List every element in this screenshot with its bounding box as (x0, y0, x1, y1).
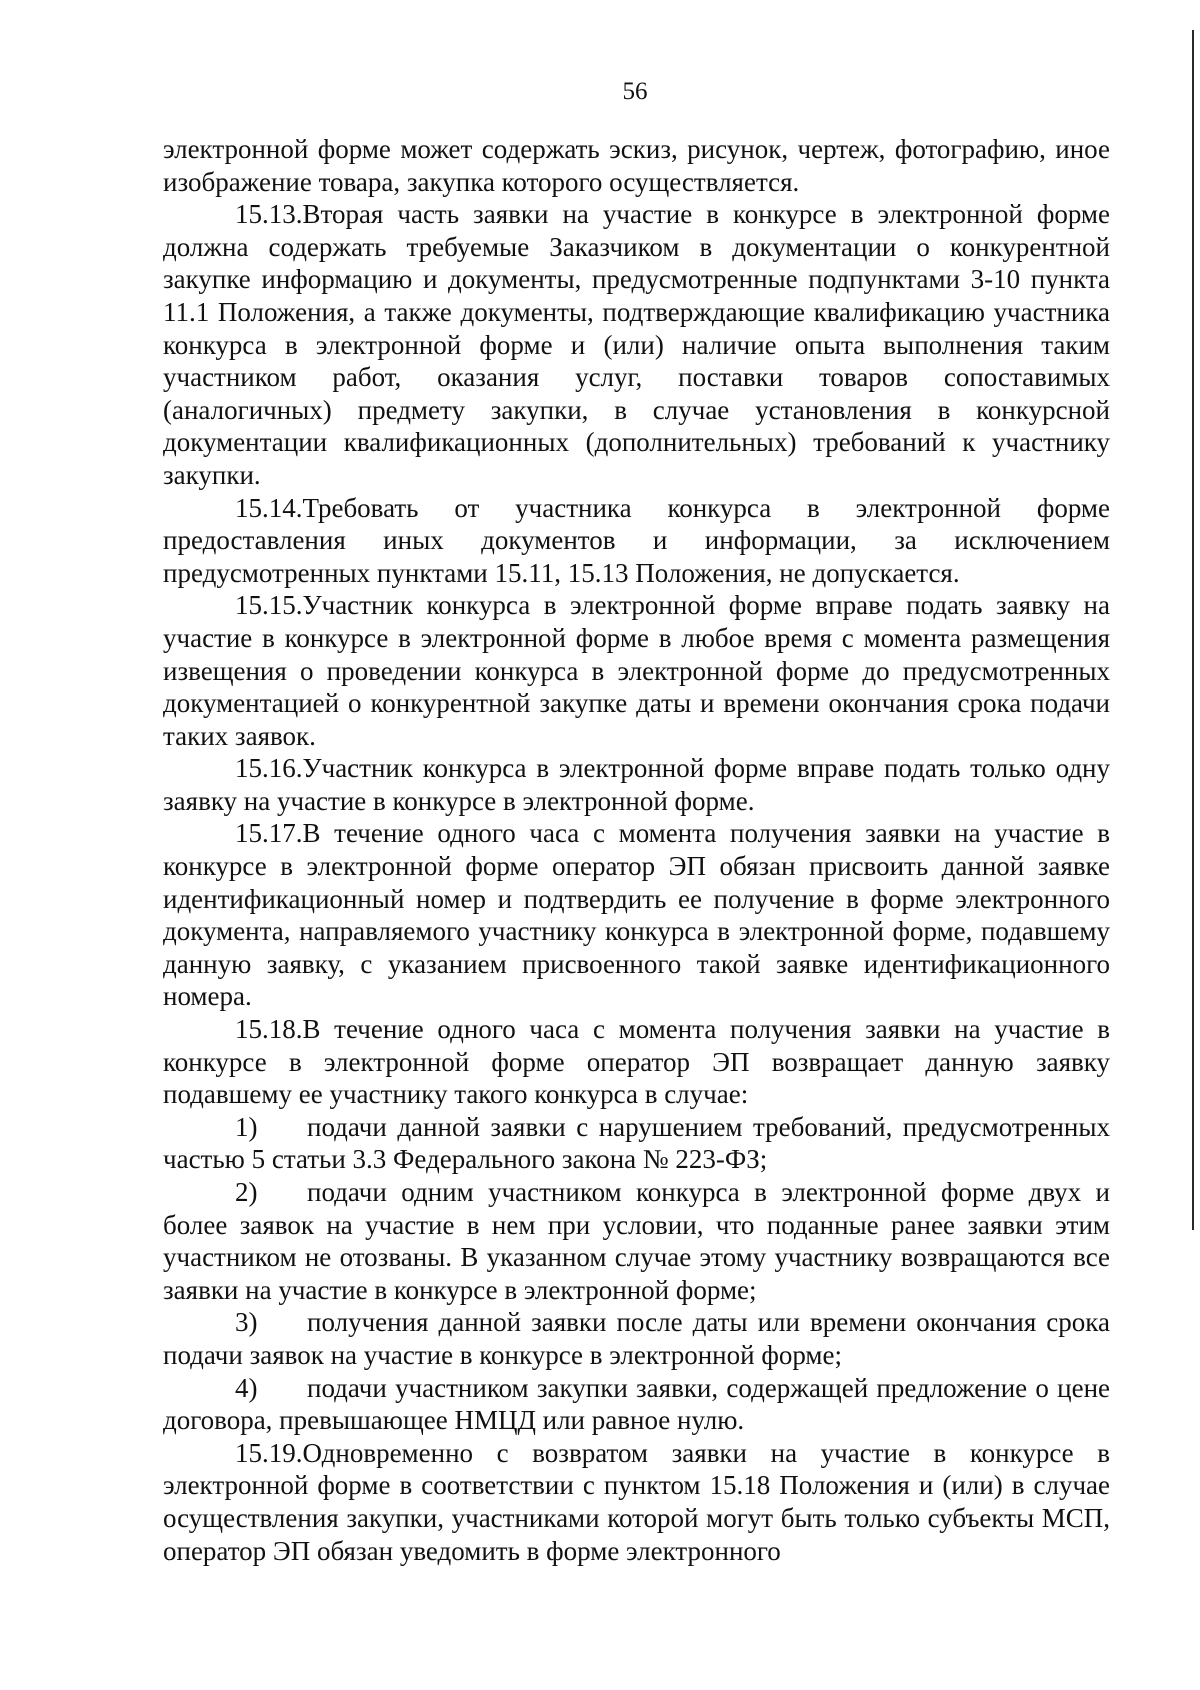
document-body (163, 133, 1110, 1567)
list-item (163, 1306, 1110, 1371)
list-item-number: 1) (235, 1111, 258, 1142)
list-item-text: подачи одним участником конкурса в электронной форме двух и более заявок на участие в нем при условии, что поданные ранее заявки этим участником не отозваны. В указанном случае этому участнику возвращаются все заявки на участие в конкурсе в электронной форме; (163, 1177, 1110, 1305)
list-item (163, 1176, 1110, 1306)
paragraph-15-17: 15.17.В течение одного часа с момента получения заявки на участие в конкурсе в электронной форме оператор ЭП обязан присвоить данной заявке идентификационный номер и подтвердить ее получение в форме электронного документа, направляемого участнику конкурса в электронной форме, подавшему данную заявку, с указанием присвоенного такой заявке идентификационного номера. (163, 818, 1110, 1012)
scan-edge-line (1192, 30, 1194, 1230)
list-item-text: подачи участником закупки заявки, содержащей предложение о цене договора, превышающее НМЦД или равное нулю. (163, 1372, 1110, 1436)
list-item-text: получения данной заявки после даты или времени окончания срока подачи заявок на участие в конкурсе в электронной форме; (163, 1307, 1110, 1370)
page-number: 56 (622, 78, 648, 105)
paragraph-15-15: 15.15.Участник конкурса в электронной форме вправе подать заявку на участие в конкурсе в электронной форме в любое время с момента размещения извещения о проведении конкурса в электронной форме до предусмотренных документацией о конкурентной закупке даты и времени окончания срока подачи таких заявок. (163, 590, 1110, 751)
paragraph-15-14: 15.14.Требовать от участника конкурса в электронной форме предоставления иных документов и информации, за исключением предусмотренных пунктами 15.11, 15.13 Положения, не допускается. (163, 492, 1110, 588)
paragraph-continuation: электронной форме может содержать эскиз, рисунок, чертеж, фотографию, иное изображение товара, закупка которого осуществляется. (163, 134, 1110, 197)
paragraph-15-18: 15.18.В течение одного часа с момента получения заявки на участие в конкурсе в электронной форме оператор ЭП возвращает данную заявку подавшему ее участнику такого конкурса в случае: (163, 1014, 1110, 1110)
paragraph-15-19: 15.19.Одновременно с возвратом заявки на участие в конкурсе в электронной форме в соответствии с пунктом 15.18 Положения и (или) в случае осуществления закупки, участниками которой могут быть только субъекты МСП, оператор ЭП обязан уведомить в форме электронного (163, 1437, 1110, 1566)
paragraph-15-13: 15.13.Вторая часть заявки на участие в конкурсе в электронной форме должна содержать требуемые Заказчиком в документации о конкурентной закупке информацию и документы, предусмотренные подпунктами 3-10 пункта 11.1 Положения, а также документы, подтверждающие квалификацию участника конкурса в электронной форме и (или) наличие опыта выполнения таким участником работ, оказания услуг, поставки товаров сопоставимых (аналогичных) предмету закупки, в случае установления в конкурсной документации квалификационных (дополнительных) требований к участнику закупки. (163, 199, 1110, 490)
list-item-number: 4) (235, 1372, 258, 1403)
list-item (163, 1372, 1110, 1437)
list-item-text: подачи данной заявки с нарушением требований, предусмотренных частью 5 статьи 3.3 Федерального закона № 223-ФЗ; (163, 1111, 1110, 1175)
list-item (163, 1111, 1110, 1176)
list-item-number: 2) (235, 1177, 258, 1207)
paragraph-15-16: 15.16.Участник конкурса в электронной форме вправе подать только одну заявку на участие в конкурсе в электронной форме. (163, 753, 1110, 816)
list-item-number: 3) (235, 1307, 258, 1338)
